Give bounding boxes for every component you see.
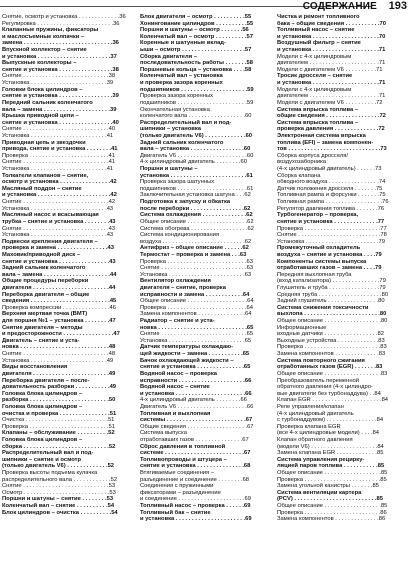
toc-entry-line: Модели с 4-х цилиндровым: [277, 86, 352, 93]
toc-entry-line: Снятие . . . . . . . . . . . . . . . . . . . . . . . . . . .38: [2, 73, 116, 80]
toc-section-line: Общие процедуры переборки: [2, 278, 89, 285]
toc-entry-line: Втягиваемые соединения –: [140, 470, 215, 477]
toc-entry-line: разъединение и соединение . . . . . . . .68: [140, 476, 250, 483]
toc-entry-line: Проверка клапана EGR: [277, 423, 341, 430]
toc-entry-line: Проверка зазора шатунных: [140, 179, 215, 186]
toc-entry-line: Общее описание . . . . . . . . . . . . . . . . . .85: [277, 470, 388, 477]
toc-entry-line: Установка . . . . . . . . . . . . . . . . . . . . . . . .65: [140, 337, 252, 344]
toc-section-line: и установка . . . . . . . . . . . . . . . . . . . . .71: [277, 47, 386, 54]
toc-entry-line: коленчатого вала . . . . . . . . . . . . . . . . . .60: [140, 113, 252, 120]
toc-column-3: [277, 14, 410, 570]
toc-section-line: Турбогенератор – проверка,: [277, 212, 359, 219]
toc-section-line: и установка . . . . . . . . . . . . . . . . . . . . . . .42: [2, 192, 117, 199]
toc-section-line: установка . . . . . . . . . . . . . . . . . . . . . . . .61: [140, 172, 253, 179]
toc-entry-line: обводного воздуха . . . . . . . . . . . . . . . .74: [277, 179, 386, 186]
toc-entry-line: Общее описание . . . . . . . . . . . . . . . . . .83: [277, 370, 388, 377]
toc-entry-line: Задний глушитель . . . . . . . . . . . . . . . .80: [277, 298, 385, 305]
toc-section-line: и проверка зазора коренных: [140, 80, 223, 87]
page-header: [0, 0, 411, 14]
toc-entry-line: Топливная рампа и форсунки . . . . . . .75: [277, 192, 386, 199]
toc-section-line: снятие и установка . . . . . . . . . . . . . . .68: [140, 463, 251, 470]
toc-entry-line: Информационные: [277, 324, 327, 331]
toc-section-line: Поршни и шатуны –: [140, 166, 198, 173]
toc-section-line: двигателя . . . . . . . . . . . . . . . . . . . . . . . .44: [2, 284, 116, 291]
toc-section-line: Впускной коллектор – снятие: [2, 47, 87, 54]
toc-entry-line: Выходные устройства . . . . . . . . . . . . .83: [277, 337, 385, 344]
toc-section-line: двигателя – снятие, проверка: [140, 284, 226, 291]
toc-entry-line: Снятие . . . . . . . . . . . . . . . . . . . . . . . . . . .40: [2, 126, 116, 133]
toc-section-line: Снятие двигателя – методы: [2, 324, 83, 331]
toc-section-line: Топливный бак – снятие: [140, 509, 211, 516]
toc-section-line: сведения . . . . . . . . . . . . . . . . . . . . . . . . .45: [2, 298, 117, 305]
toc-entry-line: Система обогрева . . . . . . . . . . . . . . . . . .62: [140, 225, 254, 232]
toc-section-line: трубка – снятие и установка . . . . . . . .43: [2, 218, 116, 225]
toc-section-line: шипники – снятие и осмотр: [2, 456, 82, 463]
toc-entry-line: Снятие . . . . . . . . . . . . . . . . . . . . . . . . . . .63: [140, 265, 254, 272]
toc-section-line: и установка . . . . . . . . . . . . . . . . . . . . . . .37: [2, 53, 117, 60]
toc-section-line: сборка . . . . . . . . . . . . . . . . . . . . . . . . . . .52: [2, 443, 116, 450]
toc-section-line: тов . . . . . . . . . . . . . . . . . . . . . . . . . . . . .73: [277, 146, 387, 153]
toc-entry-line: Снятие, осмотр и установка . . . . . . . . . . . . .36: [2, 14, 126, 20]
toc-section-line: снятие и установка . . . . . . . . . . . . . . . . .40: [2, 119, 119, 126]
toc-entry-line: Заключительная установка шатуна . . .62: [140, 192, 251, 199]
toc-section-line: Чистка и ремонт топливного: [277, 14, 360, 20]
toc-entry-line: (4-х цилиндровый двигатель) . . . . . .73: [277, 166, 382, 173]
toc-entry-line: (вход катализатора) . . . . . . . . . . . . . . .79: [277, 278, 386, 285]
toc-entry-line: Модели с двигателем V6 . . . . . . . . . .72: [277, 99, 383, 106]
toc-entry-line: обратного давления (4-х цилиндро-: [277, 384, 373, 391]
toc-entry-line: (все 4-х цилиндровые модели) . . . .84: [277, 430, 380, 437]
toc-section-line: вала – замена . . . . . . . . . . . . . . . . . . . . .44: [2, 271, 117, 278]
toc-section-line: Система управления рецирку-: [277, 456, 365, 463]
toc-section-line: ыши – осмотр . . . . . . . . . . . . . . . . . . . .57: [140, 47, 252, 54]
toc-entry-line: Двигатель V6 . . . . . . . . . . . . . . . . . . . . . .66: [140, 403, 254, 410]
toc-section-line: снятие и установка . . . . . . . . . . . . . . .65: [140, 364, 251, 371]
toc-entry-line: Глушитель и труба . . . . . . . . . . . . . . . .79: [277, 284, 386, 291]
toc-entry-line: Система выпуска: [140, 430, 187, 437]
toc-entry-line: Снятие . . . . . . . . . . . . . . . . . . . . . . . . . . .65: [140, 331, 254, 338]
toc-section-line: Верхняя мертвая точка (ВМТ): [2, 311, 88, 318]
toc-entry-line: Проверка высоты подъема кулачка: [2, 470, 98, 477]
toc-section-line: Блок цилиндров – очистка . . . . . . . . . .54: [2, 509, 118, 516]
toc-entry-line: Замена клапана EGR . . . . . . . . . . . . .85: [277, 450, 384, 457]
toc-section-line: Коленчатый вал – установка: [140, 73, 223, 80]
toc-section-line: Коренные и шатунные вклад-: [140, 40, 226, 47]
toc-section-line: подшипников . . . . . . . . . . . . . . . . . . . . .59: [140, 86, 254, 93]
toc-entry-line: Снятие . . . . . . . . . . . . . . . . . . . . . . . . . . .42: [2, 199, 116, 206]
toc-entry-line: воздухозаборника: [277, 159, 326, 166]
page-title: СОДЕРЖАНИЕ: [302, 1, 377, 12]
toc-section-line: проверка и замена . . . . . . . . . . . . . . . .43: [2, 245, 114, 252]
toc-section-line: осмотр и установка . . . . . . . . . . . . . . . .42: [2, 179, 117, 186]
toc-entry-line: воздуха . . . . . . . . . . . . . . . . . . . . . . . . . .62: [140, 238, 252, 245]
toc-section-line: Топливная и выхлопная: [140, 410, 211, 417]
toc-section-line: Распределительный вал и под-: [2, 450, 94, 457]
toc-entry-line: Реле управления/клапан: [277, 403, 344, 410]
toc-section-line: Система снижения токсичности: [277, 304, 369, 311]
toc-section-line: и предосторожности . . . . . . . . . . . . . . . .47: [2, 331, 120, 338]
toc-entry-line: Очистка . . . . . . . . . . . . . . . . . . . . . . . . . .51: [2, 417, 115, 424]
toc-section-line: для поршня №1 – установка . . . . . . . .47: [2, 318, 116, 325]
toc-section-line: отработавших газов – замена . . . .79: [277, 265, 382, 272]
toc-section-line: Клапаны – обслуживание . . . . . . . . . .52: [2, 430, 115, 437]
toc-section-line: Коленчатый вал – осмотр . . . . . . . . . .57: [140, 33, 253, 40]
toc-section-line: системе . . . . . . . . . . . . . . . . . . . . . . . . .67: [140, 450, 251, 457]
toc-entry-line: Установка . . . . . . . . . . . . . . . . . . . . . . .79: [277, 238, 385, 245]
toc-section-line: ляцией паров топлива . . . . . . . . . . .85: [277, 463, 385, 470]
toc-section-line: Топливный насос – проверка . . . . . .69: [140, 503, 251, 510]
toc-section-line: Тросик дросселя – снятие: [277, 73, 353, 80]
toc-section-line: после переборки . . . . . . . . . . . . . . . . .62: [140, 205, 251, 212]
toc-entry-line: Модели с 4-х цилиндровым: [277, 53, 352, 60]
toc-entry-line: (4-х цилиндровый двигатель: [277, 410, 354, 417]
toc-entry-line: двигателем . . . . . . . . . . . . . . . . . . . . . .71: [277, 93, 386, 100]
toc-columns: [2, 14, 410, 570]
toc-section-line: исправности . . . . . . . . . . . . . . . . . . . . .66: [140, 377, 252, 384]
toc-entry-line: Замена угольной канистры . . . . . . .85: [277, 483, 379, 490]
toc-section-line: Хонингование цилиндров . . . . . . . . . .55: [140, 20, 254, 27]
toc-entry-line: Установка . . . . . . . . . . . . . . . . . . . . . . . .43: [2, 205, 114, 212]
toc-section-line: и установка . . . . . . . . . . . . . . . . . . . . .71: [277, 80, 386, 87]
toc-section-line: Масляный насос и всасывающая: [2, 212, 99, 219]
toc-entry-line: Снятие . . . . . . . . . . . . . . . . . . . . . . . . . . .43: [2, 225, 116, 232]
toc-section-line: снятие и установка . . . . . . . . . . . . . . . .43: [2, 258, 116, 265]
page-number: 193: [388, 0, 407, 12]
toc-section-line: (только двигатель V6) . . . . . . . . . . . . .52: [2, 463, 115, 470]
toc-entry-line: Установка . . . . . . . . . . . . . . . . . . . . . . . .43: [2, 232, 114, 239]
toc-entry-line: Окончательная установка: [140, 106, 210, 113]
toc-section-line: системы . . . . . . . . . . . . . . . . . . . . . . . . .67: [140, 417, 253, 424]
toc-column-2: [140, 14, 273, 570]
toc-entry-line: Установка . . . . . . . . . . . . . . . . . . . . . . . .49: [2, 357, 114, 364]
toc-section-line: Блок двигателя – осмотр . . . . . . . . . .55: [140, 14, 252, 20]
toc-entry-line: Общее описание . . . . . . . . . . . . . . . . . .80: [277, 318, 388, 325]
toc-section-line: Радиатор – снятие и уста-: [140, 318, 215, 325]
toc-section-line: Топливопроводы и штуцера –: [140, 456, 227, 463]
toc-entry-line: Замена компонентов . . . . . . . . . . . . . .86: [277, 516, 386, 523]
toc-entry-line: Соединения с пружинными: [140, 483, 214, 490]
toc-entry-line: Снятие . . . . . . . . . . . . . . . . . . . . . . . . . . .48: [2, 351, 116, 358]
toc-section-line: Головка блока цилиндров –: [2, 403, 83, 410]
toc-section-line: Масляный поддон – снятие: [2, 185, 82, 192]
toc-section-line: Крышка приводной цепи –: [2, 113, 79, 120]
toc-section-line: Коленчатый вал – снятие . . . . . . . . . .54: [2, 503, 115, 510]
toc-section-line: снятие и установка . . . . . . . . . . . . . .77: [277, 218, 385, 225]
toc-section-line: Передний сальник коленчатого: [2, 99, 93, 106]
toc-entry-line: Снятие . . . . . . . . . . . . . . . . . . . . . . . . . . .53: [2, 483, 116, 490]
toc-section-line: Система охлаждения . . . . . . . . . . . . . .62: [140, 212, 253, 219]
toc-section-line: последовательность работы . . . . . . .58: [140, 60, 253, 67]
toc-entry-line: Датчик положения дросселя . . . . . . .75: [277, 185, 383, 192]
toc-section-line: Головка блока цилиндров –: [2, 390, 83, 397]
toc-section-line: и установка . . . . . . . . . . . . . . . . . . . . . .69: [140, 516, 252, 523]
toc-section-line: Головки блока цилиндров –: [2, 86, 83, 93]
toc-section-line: Бачок охлаждающей жидкости –: [140, 357, 234, 364]
toc-section-line: Подвески крепления двигателя –: [2, 238, 98, 245]
toc-section-line: Маховик/приводной диск –: [2, 251, 81, 258]
toc-entry-line: Проверка компрессии . . . . . . . . . . . . . . .46: [2, 304, 117, 311]
toc-section-line: Головка блока цилиндров –: [2, 437, 83, 443]
toc-entry-line: двигателем . . . . . . . . . . . . . . . . . . . . . .71: [277, 60, 386, 67]
toc-entry-line: (модели V6) . . . . . . . . . . . . . . . . . . . . .84: [277, 443, 384, 450]
toc-entry-line: вые двигатели без турбонаддува) . .84: [277, 390, 381, 397]
toc-section-line: Переборка двигателя – общие: [2, 291, 90, 298]
toc-entry-line: Установка . . . . . . . . . . . . . . . . . . . . . . . .41: [2, 166, 114, 173]
toc-entry-line: распределительного вала . . . . . . . . . . . .52: [2, 476, 118, 483]
toc-section-line: Водяной насос – снятие: [140, 384, 210, 391]
toc-entry-line: Передняя выхлопная труба: [277, 271, 352, 278]
toc-entry-line: Топливная рампа . . . . . . . . . . . . . . . . . .76: [277, 199, 389, 206]
toc-section-line: Толкатели клапанов – снятие,: [2, 172, 89, 179]
toc-entry-line: Средняя труба . . . . . . . . . . . . . . . . . . . .80: [277, 291, 389, 298]
toc-entry-line: фиксаторами – разъединение: [140, 489, 221, 496]
toc-section-line: исправности и замена . . . . . . . . . . . .64: [140, 291, 250, 298]
toc-section-line: Вентилятор охлаждения: [140, 278, 211, 285]
toc-section-line: и установка . . . . . . . . . . . . . . . . . . . . .70: [277, 33, 386, 40]
toc-entry-line: Проверка . . . . . . . . . . . . . . . . . . . . . . . .85: [277, 476, 387, 483]
toc-section-line: Клапанные пружины, фиксаторы: [2, 27, 99, 34]
toc-section-line: бака – общие сведения . . . . . . . . . . .70: [277, 20, 386, 27]
toc-entry-line: подшипников . . . . . . . . . . . . . . . . . . . . . .59: [140, 99, 254, 106]
toc-entry-line: Общие сведения . . . . . . . . . . . . . . . . . . .67: [140, 423, 254, 430]
toc-section-line: Система повторного сжигания: [277, 357, 365, 364]
toc-entry-line: и соединение . . . . . . . . . . . . . . . . . . . . .69: [140, 496, 251, 503]
toc-section-line: и маслосъемные колпачки –: [2, 33, 85, 40]
toc-entry-line: Проверка . . . . . . . . . . . . . . . . . . . . . . . . .63: [140, 258, 253, 265]
toc-section-line: Распределительный вал и под-: [140, 119, 232, 126]
toc-section-line: Подготовка к запуску и обкатка: [140, 199, 231, 206]
toc-section-line: замена . . . . . . . . . . . . . . . . . . . . . . . . . . . .36: [2, 40, 119, 47]
toc-entry-line: Система кондиционирования: [140, 232, 220, 239]
toc-entry-line: Проверка . . . . . . . . . . . . . . . . . . . . . . . .83: [277, 344, 387, 351]
toc-section-line: Термостат – проверка и замена . . .63: [140, 251, 247, 258]
toc-entry-line: Установка . . . . . . . . . . . . . . . . . . . . . . . .63: [140, 271, 252, 278]
toc-entry-line: Снятие . . . . . . . . . . . . . . . . . . . . . . . . . . .41: [2, 159, 116, 166]
toc-section-line: новка . . . . . . . . . . . . . . . . . . . . . . . . . . . .48: [2, 344, 116, 351]
toc-section-line: Компоненты системы выпуска: [277, 258, 367, 265]
toc-section-line: (PCV) . . . . . . . . . . . . . . . . . . . . . . . . . .85: [277, 496, 383, 503]
toc-section-line: привода, снятие и установка . . . . . . . .41: [2, 146, 118, 153]
toc-entry-line: 4-х цилиндровый двигатель . . . . . . . .66: [140, 397, 247, 404]
toc-section-line: снятие и установка . . . . . . . . . . . . . . . . .39: [2, 93, 119, 100]
toc-section-line: Приводная цепь и звездочки: [2, 139, 86, 146]
toc-section-line: выхлопа . . . . . . . . . . . . . . . . . . . . . . . .80: [277, 311, 387, 318]
toc-entry-line: Проверка зазора коренных: [140, 93, 214, 100]
toc-section-line: новка . . . . . . . . . . . . . . . . . . . . . . . . . . . .65: [140, 324, 254, 331]
toc-entry-line: с турбонаддувом) . . . . . . . . . . . . . . . .84: [277, 417, 384, 424]
toc-entry-line: Клапан EGR . . . . . . . . . . . . . . . . . . . . . .84: [277, 397, 389, 404]
toc-section-line: Сброс давления в топливной: [140, 443, 226, 450]
toc-entry-line: Общее описание . . . . . . . . . . . . . . . . . . .62: [140, 218, 254, 225]
toc-entry-line: Сборка корпуса дросселя/: [277, 152, 348, 159]
toc-entry-line: Общее описание . . . . . . . . . . . . . . . . . .85: [277, 503, 388, 510]
toc-section-line: вала – установка . . . . . . . . . . . . . . . . .60: [140, 146, 251, 153]
toc-entry-line: Преобразователь переменной: [277, 377, 359, 384]
toc-section-line: вала – замена . . . . . . . . . . . . . . . . . . . . .39: [2, 106, 117, 113]
toc-section-line: Воздушный фильтр – снятие: [277, 40, 361, 47]
toc-section-line: общие сведения . . . . . . . . . . . . . . . . .72: [277, 113, 386, 120]
toc-section-line: снятие и установка . . . . . . . . . . . . . . . . .38: [2, 66, 119, 73]
toc-section-line: довательность разборки . . . . . . . . . . .49: [2, 384, 117, 391]
toc-entry-line: Регулятор давления топлива . . . . . . .76: [277, 205, 385, 212]
toc-section-line: Двигатель – снятие и уста-: [2, 337, 80, 344]
toc-section-line: Система впрыска топлива –: [277, 119, 359, 126]
toc-entry-line: Осмотр . . . . . . . . . . . . . . . . . . . . . . . . . . .53: [2, 489, 116, 496]
toc-entry-line: Замена компонентов . . . . . . . . . . . . . . .64: [140, 311, 252, 318]
toc-entry-line: Снятие . . . . . . . . . . . . . . . . . . . . . . . . . .78: [277, 232, 387, 239]
toc-entry-line: Модели с двигателем V6 . . . . . . . . . .71: [277, 66, 383, 73]
toc-section-line: Антифриз – общее описание . . . . . .62: [140, 245, 249, 252]
toc-section-line: Виды восстановления: [2, 364, 68, 371]
toc-section-line: Задний сальник коленчатого: [2, 265, 86, 272]
toc-section-line: очистка и проверка . . . . . . . . . . . . . . . .51: [2, 410, 117, 417]
toc-section-line: шипники – установка: [140, 126, 201, 133]
toc-entry-line: 4-х цилиндровый двигатель . . . . . . . .60: [140, 159, 247, 166]
toc-entry-line: Проверка . . . . . . . . . . . . . . . . . . . . . . . .77: [277, 225, 387, 232]
toc-section-line: разборка . . . . . . . . . . . . . . . . . . . . . . . . .50: [2, 397, 116, 404]
toc-section-line: Система впрыска топлива –: [277, 106, 359, 113]
toc-section-line: отработанных газов (EGR) . . . . . . .83: [277, 364, 383, 371]
toc-section-line: Сборка двигателя –: [140, 53, 197, 60]
toc-section-line: Поршневые кольца – установка . . . .58: [140, 66, 252, 73]
toc-section-line: двигателя . . . . . . . . . . . . . . . . . . . . . . . .49: [2, 370, 116, 377]
toc-section-line: Водяной насос – проверка: [140, 370, 217, 377]
toc-section-line: Промежуточный охладитель: [277, 245, 361, 252]
toc-section-line: и установка . . . . . . . . . . . . . . . . . . . . . .66: [140, 390, 252, 397]
toc-entry-line: Замена компонентов . . . . . . . . . . . . . .83: [277, 351, 386, 358]
toc-entry-line: Установка . . . . . . . . . . . . . . . . . . . . . . . .39: [2, 80, 114, 87]
toc-entry-line: Сборка клапана: [277, 172, 321, 179]
toc-section-line: Задний сальник коленчатого: [140, 139, 224, 146]
toc-entry-line: Установка . . . . . . . . . . . . . . . . . . . . . . . .41: [2, 132, 114, 139]
toc-entry-line: Общее описание . . . . . . . . . . . . . . . . . . .64: [140, 298, 254, 305]
toc-entry-line: Проверка . . . . . . . . . . . . . . . . . . . . . . . . .41: [2, 152, 115, 159]
toc-section-line: Поршни и шатуны – снятие . . . . . . . .53: [2, 496, 114, 503]
toc-entry-line: отработавших газов . . . . . . . . . . . . . . .67: [140, 437, 249, 443]
toc-section-line: Переборка двигателя – после-: [2, 377, 90, 384]
toc-section-line: топлива (EFI) – замена компонен-: [277, 139, 374, 146]
toc-section-line: Электронная система впрыска: [277, 132, 366, 139]
toc-entry-line: подшипников . . . . . . . . . . . . . . . . . . . . . .61: [140, 185, 254, 192]
toc-section-line: Датчик температуры охлаждаю-: [140, 344, 234, 351]
toc-entry-line: Клапан обратного давления: [277, 437, 353, 443]
toc-section-line: щей жидкости – замена . . . . . . . . . . .65: [140, 351, 250, 358]
toc-entry-line: Проверка . . . . . . . . . . . . . . . . . . . . . . . . .51: [2, 423, 115, 430]
toc-section-line: проверка давления . . . . . . . . . . . . . .72: [277, 126, 385, 133]
toc-entry-line: Регулировка . . . . . . . . . . . . . . . . . . . . . . . .36: [2, 20, 120, 27]
toc-section-line: Выпускные коллекторы –: [2, 60, 77, 67]
toc-entry-line: Проверка . . . . . . . . . . . . . . . . . . . . . . . .86: [277, 509, 387, 516]
toc-section-line: Поршни и шатуны – осмотр . . . . . . .56: [140, 27, 249, 34]
toc-section-line: Система вентиляции картера: [277, 489, 362, 496]
toc-entry-line: входные датчики . . . . . . . . . . . . . . . . .82: [277, 331, 384, 338]
toc-entry-line: Двигатель V6 . . . . . . . . . . . . . . . . . . . . . .60: [140, 152, 254, 159]
toc-column-1: [2, 14, 135, 570]
toc-section-line: воздуха – снятие и установка . . . .79: [277, 251, 382, 258]
toc-section-line: (только двигатель V6) . . . . . . . . . . . . .60: [140, 132, 253, 139]
toc-entry-line: Проверка . . . . . . . . . . . . . . . . . . . . . . . . .64: [140, 304, 253, 311]
toc-section-line: Топливный насос – снятие: [277, 27, 355, 34]
